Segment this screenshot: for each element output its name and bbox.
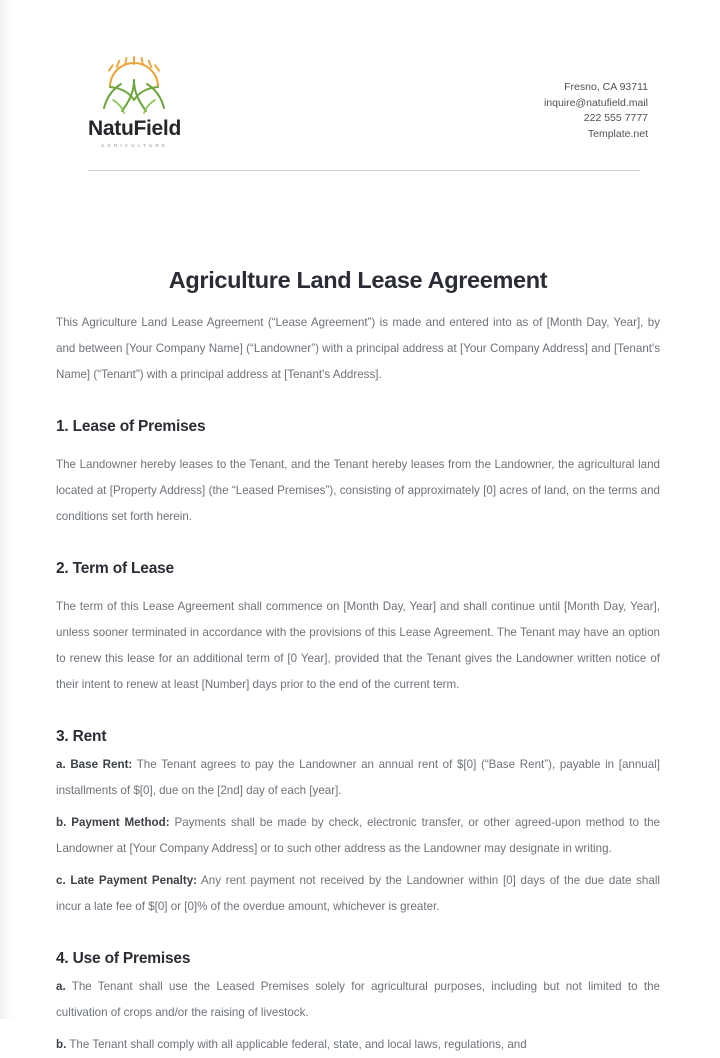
clause-text: The Tenant shall use the Leased Premises solely for agricultural purposes, including but not limited to the cultivation of crops and/or the raising of livestock. <box>56 980 660 1019</box>
section-body-2: The term of this Lease Agreement shall commence on [Month Day, Year] and shall continue until [Month Day, Year], unless sooner terminated in accordance with the provisions of this Lease Agreement. The Tenant may have an option to renew this lease for an additional term of [0 Year], provided that the Tenant gives the Landowner written notice of their intent to renew at least [Number] days prior to the end of the current term. <box>56 600 660 691</box>
section-heading-4: 4. Use of Premises <box>56 950 191 967</box>
document-header <box>0 0 720 148</box>
section-heading-2: 2. Term of Lease <box>56 560 174 577</box>
clause-label: Late Payment Penalty: <box>70 874 197 887</box>
contact-phone: 222 555 7777 <box>583 112 648 124</box>
section-body-1: The Landowner hereby leases to the Tenant, and the Tenant hereby leases from the Landowner, the agricultural land located at [Property Address] (the “Leased Premises”), consisting of approximately [0] acres of land, on the terms and conditions set forth herein. <box>56 458 660 523</box>
section-heading-1: 1. Lease of Premises <box>56 418 206 435</box>
clause-label: Payment Method: <box>71 816 170 829</box>
clause-text: The Tenant shall comply with all applicable federal, state, and local laws, regulations, and <box>66 1038 527 1051</box>
clause-use-b <box>56 1032 660 1058</box>
clause-text: Payments shall be made by check, electronic transfer, or other agreed-upon method to the Landowner at [Your Company Address] or to such other address as the Landowner may designate in writing. <box>56 816 660 855</box>
page-title: Agriculture Land Lease Agreement <box>168 267 548 293</box>
header-divider <box>88 170 640 171</box>
clause-marker: a. <box>56 758 66 771</box>
clause-marker: b. <box>56 816 67 829</box>
brand-name: NatuField <box>88 117 181 140</box>
contact-block <box>544 56 648 142</box>
clause-marker: c. <box>56 874 66 887</box>
clause-text: Any rent payment not received by the Landowner within [0] days of the due date shall incur a late fee of $[0] or [0]% of the overdue amount, whichever is greater. <box>56 874 660 913</box>
brand-block <box>88 56 181 148</box>
contact-website: Template.net <box>587 127 648 140</box>
intro-paragraph: This Agriculture Land Lease Agreement (“Lease Agreement”) is made and entered into as of [Month Day, Year], by and between [Your Company Name] (“Landowner”) with a principal address at [Your Company Address] and [Tenant's Name] (“Tenant”) with a principal address at [Tenant's Address]. <box>56 316 660 381</box>
clause-marker: a. <box>56 980 66 993</box>
clause-rent-c <box>56 868 660 920</box>
clause-label: Base Rent: <box>70 758 133 771</box>
contact-address: Fresno, CA 93711 <box>564 81 648 93</box>
brand-tagline: AGRICULTURE <box>100 143 169 148</box>
section-heading-3: 3. Rent <box>56 728 107 745</box>
clause-use-a <box>56 974 660 1026</box>
clause-rent-b <box>56 810 660 862</box>
contact-email: inquire@natufield.mail <box>543 96 648 109</box>
sun-over-field-icon <box>91 56 177 116</box>
clause-marker: b. <box>56 1038 67 1051</box>
clause-text: The Tenant agrees to pay the Landowner an annual rent of $[0] (“Base Rent”), payable in [annual] installments of $[0], due on the [2nd] day of each [year]. <box>56 758 660 797</box>
document-body <box>0 267 720 1058</box>
clause-rent-a <box>56 752 660 804</box>
